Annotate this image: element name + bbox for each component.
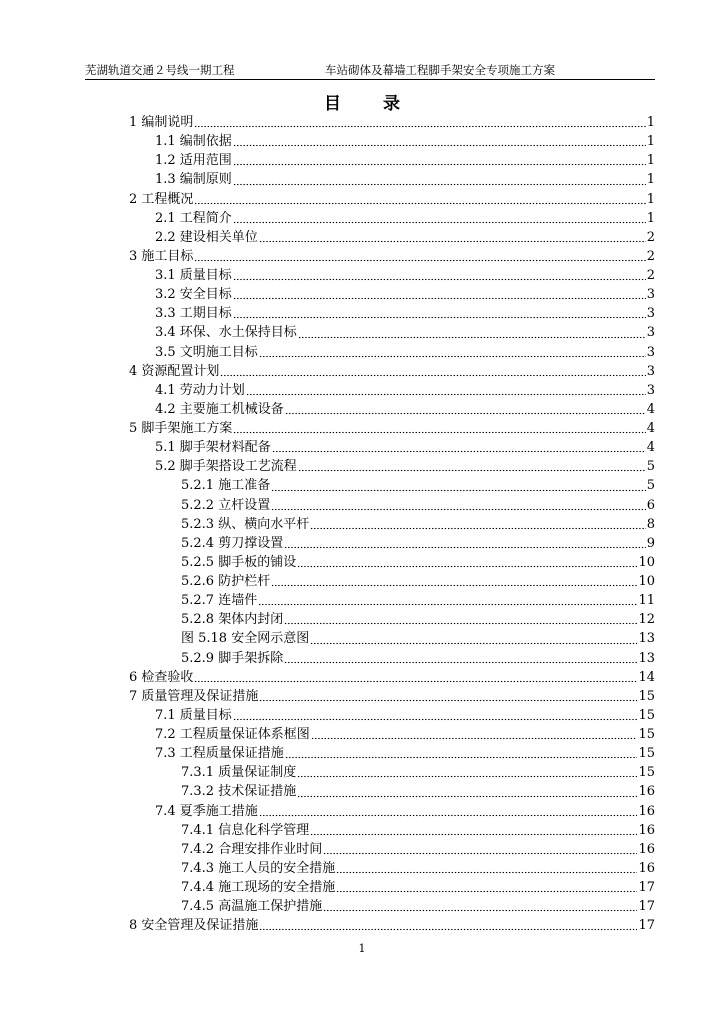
toc-dot-leader — [311, 726, 638, 740]
toc-dot-leader — [285, 401, 646, 415]
toc-title: 目 录 — [324, 94, 418, 114]
toc-entry-page: 2 — [646, 268, 655, 283]
toc-entry-text: 2 工程概况 — [129, 191, 194, 207]
toc-entry-page: 3 — [646, 344, 655, 360]
toc-entry[interactable] — [0, 419, 724, 438]
toc-entry-text: 4 资源配置计划 — [129, 363, 220, 379]
toc-entry-page: 15 — [638, 688, 655, 704]
toc-entry[interactable] — [0, 687, 724, 706]
toc-entry-text: 7.3 工程质量保证措施 — [155, 746, 284, 762]
toc-entry-page: 13 — [638, 631, 655, 647]
toc-dot-leader — [271, 478, 646, 492]
toc-entry-text: 3.2 安全目标 — [155, 287, 232, 303]
toc-dot-leader — [336, 879, 637, 893]
toc-entry-text: 1.2 适用范围 — [155, 153, 232, 169]
toc-entry[interactable] — [0, 763, 724, 782]
toc-dot-leader — [259, 917, 637, 931]
toc-entry-text: 2.2 建设相关单位 — [155, 229, 258, 245]
toc-entry-text: 2.1 工程简介 — [155, 210, 232, 226]
toc-dot-leader — [285, 745, 638, 759]
toc-entry-text: 5.2.4 剪刀撑设置 — [181, 535, 284, 551]
header-document-title: 车站砌体及幕墙工程脚手架安全专项施工方案 — [325, 63, 555, 77]
toc-entry[interactable] — [0, 170, 724, 189]
toc-entry-text: 7.3.2 技术保证措施 — [181, 784, 297, 800]
toc-entry-text: 3.4 环保、水土保持目标 — [155, 325, 297, 341]
toc-entry[interactable] — [0, 916, 724, 935]
header-project-name: 芜湖轨道交通２号线一期工程 — [85, 63, 235, 77]
toc-dot-leader — [233, 133, 646, 147]
toc-entry-page: 16 — [638, 803, 655, 819]
toc-entry-page: 11 — [638, 593, 655, 609]
toc-entry-page: 16 — [638, 822, 655, 838]
toc-dot-leader — [233, 172, 646, 186]
toc-entry[interactable] — [0, 228, 724, 247]
toc-entry-page: 15 — [638, 765, 655, 781]
toc-dot-leader — [259, 229, 646, 243]
toc-entry-page: 1 — [646, 115, 655, 130]
toc-entry[interactable] — [0, 859, 724, 878]
toc-entry-page: 1 — [646, 172, 655, 188]
toc-entry-page: 8 — [646, 516, 655, 532]
toc-dot-leader — [233, 267, 646, 281]
toc-entry[interactable] — [0, 285, 724, 304]
toc-entry-page: 12 — [638, 612, 655, 628]
toc-entry-text: 1.1 编制依据 — [155, 134, 232, 150]
toc-entry[interactable] — [0, 151, 724, 170]
toc-entry[interactable] — [0, 802, 724, 821]
toc-entry[interactable] — [0, 323, 724, 342]
toc-entry-text: 5.2.5 脚手板的铺设 — [181, 554, 297, 570]
toc-entry-text: 3.3 工期目标 — [155, 306, 232, 322]
toc-entry[interactable] — [0, 476, 724, 495]
toc-dot-leader — [284, 611, 637, 625]
toc-entry-page: 16 — [638, 841, 655, 857]
toc-entry[interactable] — [0, 113, 724, 132]
toc-entry-text: 4.1 劳动力计划 — [155, 382, 245, 398]
toc-entry-text: 4.2 主要施工机械设备 — [155, 401, 284, 417]
toc-entry-text: 3 施工目标 — [129, 248, 194, 264]
toc-dot-leader — [258, 592, 637, 606]
toc-entry-page: 3 — [646, 306, 655, 322]
toc-dot-leader — [297, 784, 637, 798]
toc-entry[interactable] — [0, 534, 724, 553]
toc-entry-text: 1 编制说明 — [129, 115, 194, 130]
toc-entry[interactable] — [0, 266, 724, 285]
toc-entry[interactable] — [0, 343, 724, 362]
toc-entry-page: 15 — [638, 707, 655, 723]
toc-entry-page: 2 — [646, 229, 655, 245]
toc-dot-leader — [336, 860, 637, 874]
toc-entry-page: 17 — [638, 899, 655, 915]
toc-dot-leader — [194, 669, 637, 683]
header-divider — [85, 79, 655, 80]
toc-entry-text: 7 质量管理及保证措施 — [129, 688, 259, 704]
toc-dot-leader — [310, 822, 637, 836]
toc-dot-leader — [233, 707, 638, 721]
toc-dot-leader — [271, 497, 646, 511]
toc-dot-leader — [259, 803, 638, 817]
toc-entry-page: 13 — [638, 650, 655, 666]
toc-entry[interactable] — [0, 247, 724, 266]
toc-dot-leader — [233, 420, 645, 434]
toc-entry[interactable] — [0, 553, 724, 572]
toc-dot-leader — [310, 516, 646, 530]
toc-entry-page: 17 — [638, 918, 655, 934]
toc-entry-text: 7.4.3 施工人员的安全措施 — [181, 860, 336, 876]
toc-dot-leader — [284, 650, 637, 664]
toc-entry-text: 5.2.2 立杆设置 — [181, 497, 271, 513]
toc-entry-text: 7.4.4 施工现场的安全措施 — [181, 880, 336, 895]
toc-entry-page: 3 — [646, 325, 655, 341]
toc-entry-page: 6 — [646, 497, 655, 513]
toc-entry-page: 3 — [646, 363, 655, 379]
toc-entry[interactable] — [0, 725, 724, 744]
toc-entry-page: 5 — [646, 478, 655, 494]
toc-entry-text: 3.5 文明施工目标 — [155, 344, 258, 360]
toc-entry-text: 5.2.8 架体内封闭 — [181, 612, 284, 628]
toc-dot-leader — [194, 248, 645, 262]
toc-entry-page: 1 — [646, 134, 655, 150]
toc-dot-leader — [272, 439, 646, 453]
toc-entry-page: 10 — [638, 554, 655, 570]
toc-dot-leader — [298, 458, 646, 472]
toc-dot-leader — [233, 210, 646, 224]
toc-dot-leader — [284, 535, 646, 549]
toc-dot-leader — [323, 841, 637, 855]
toc-entry-text: 7.4.2 合理安排作业时间 — [181, 841, 323, 857]
toc-entry[interactable] — [0, 381, 724, 400]
toc-entry-page: 9 — [646, 535, 655, 551]
toc-entry[interactable] — [0, 132, 724, 151]
toc-dot-leader — [323, 898, 637, 912]
toc-entry-page: 4 — [646, 401, 655, 417]
toc-entry[interactable] — [0, 744, 724, 763]
toc-entry-text: 5.2.1 施工准备 — [181, 478, 271, 494]
toc-entry[interactable] — [0, 362, 724, 381]
toc-entry-text: 5.2.6 防护栏杆 — [181, 574, 271, 589]
toc-dot-leader — [233, 286, 646, 300]
toc-entry-text: 3.1 质量目标 — [155, 268, 232, 283]
toc-entry[interactable] — [0, 457, 724, 476]
toc-entry[interactable] — [0, 572, 724, 591]
toc-entry[interactable] — [0, 840, 724, 859]
toc-entry-text: 5 脚手架施工方案 — [129, 421, 233, 436]
toc-entry-text: 8 安全管理及保证措施 — [129, 918, 259, 934]
toc-entry-text: 图 5.18 安全网示意图 — [181, 631, 310, 647]
toc-entry-text: 5.2.3 纵、横向水平杆 — [181, 516, 310, 532]
toc-entry-page: 16 — [638, 860, 655, 876]
toc-entry-page: 4 — [646, 440, 655, 456]
toc-dot-leader — [233, 152, 646, 166]
toc-dot-leader — [297, 764, 637, 778]
toc-dot-leader — [259, 688, 637, 702]
page-number: 1 — [358, 942, 366, 955]
toc-entry[interactable] — [0, 610, 724, 629]
toc-entry[interactable] — [0, 438, 724, 457]
toc-entry[interactable] — [0, 629, 724, 648]
toc-entry-page: 4 — [646, 421, 655, 436]
toc-entry[interactable] — [0, 190, 724, 209]
toc-dot-leader — [194, 191, 645, 205]
toc-entry-text: 7.2 工程质量保证体系框图 — [155, 727, 310, 742]
toc-entry-text: 1.3 编制原则 — [155, 172, 232, 188]
toc-dot-leader — [233, 305, 646, 319]
toc-entry[interactable] — [0, 668, 724, 687]
toc-entry-page: 15 — [638, 727, 655, 742]
toc-entry-text: 7.3.1 质量保证制度 — [181, 765, 297, 781]
toc-entry-page: 2 — [646, 248, 655, 264]
toc-dot-leader — [298, 325, 646, 339]
toc-dot-leader — [297, 554, 637, 568]
toc-entry-page: 1 — [646, 153, 655, 169]
toc-entry-page: 3 — [646, 287, 655, 303]
toc-entry-text: 7.4.1 信息化科学管理 — [181, 822, 310, 838]
toc-entry-text: 7.4 夏季施工措施 — [155, 803, 258, 819]
toc-entry-text: 7.4.5 高温施工保护措施 — [181, 899, 323, 915]
toc-entry-text: 5.2.9 脚手架拆除 — [181, 650, 284, 666]
toc-entry[interactable] — [0, 782, 724, 801]
toc-entry-page: 5 — [646, 459, 655, 475]
toc-dot-leader — [259, 344, 646, 358]
toc-entry-page: 3 — [646, 382, 655, 398]
toc-entry[interactable] — [0, 496, 724, 515]
toc-entry[interactable] — [0, 304, 724, 323]
page-header — [85, 62, 655, 78]
toc-entry-page: 1 — [646, 210, 655, 226]
toc-entry[interactable] — [0, 209, 724, 228]
toc-dot-leader — [271, 573, 637, 587]
toc-entry[interactable] — [0, 400, 724, 419]
toc-entry-page: 10 — [638, 574, 655, 589]
toc-entry[interactable] — [0, 649, 724, 668]
toc-entry[interactable] — [0, 706, 724, 725]
toc-entry[interactable] — [0, 515, 724, 534]
toc-dot-leader — [194, 114, 645, 128]
toc-entry-text: 7.1 质量目标 — [155, 707, 232, 723]
toc-entry-text: 6 检查验收 — [129, 669, 194, 685]
toc-entry[interactable] — [0, 591, 724, 610]
toc-entry-text: 5.1 脚手架材料配备 — [155, 440, 271, 456]
toc-entry[interactable] — [0, 821, 724, 840]
toc-entry-page: 1 — [646, 191, 655, 207]
toc-dot-leader — [220, 363, 645, 377]
toc-dot-leader — [310, 631, 637, 645]
toc-entry-text: 5.2 脚手架搭设工艺流程 — [155, 459, 297, 475]
toc-dot-leader — [246, 382, 646, 396]
toc-entry-page: 15 — [638, 746, 655, 762]
toc-entry-page: 14 — [638, 669, 655, 685]
toc-entry-page: 16 — [638, 784, 655, 800]
toc-entry[interactable] — [0, 897, 724, 916]
table-of-contents — [0, 113, 724, 935]
toc-entry[interactable] — [0, 878, 724, 897]
toc-entry-text: 5.2.7 连墙件 — [181, 593, 258, 609]
toc-entry-page: 17 — [638, 880, 655, 895]
